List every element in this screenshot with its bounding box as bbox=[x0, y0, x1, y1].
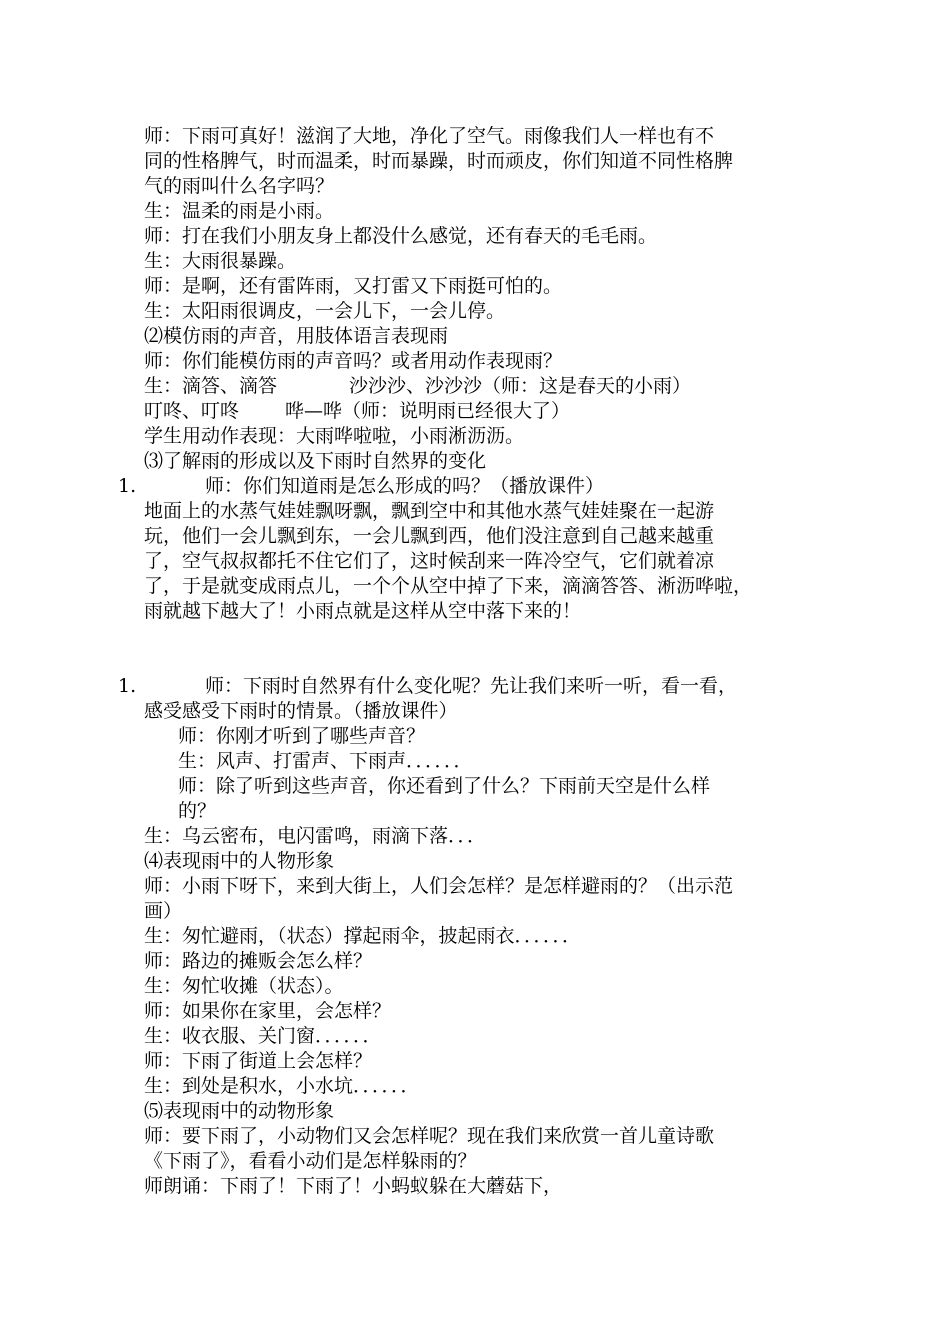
text-line: 师：是啊，还有雷阵雨，又打雷又下雨挺可怕的。 bbox=[144, 275, 563, 297]
text-line: 气的雨叫什么名字吗？ bbox=[144, 175, 335, 197]
text-line: 生：太阳雨很调皮，一会儿下，一会儿停。 bbox=[144, 300, 506, 322]
text-line: 《下雨了》，看看小动们是怎样躲雨的？ bbox=[144, 1150, 477, 1172]
text-line: 雨就越下越大了！小雨点就是这样从空中落下来的！ bbox=[144, 600, 582, 622]
list-number: 1. bbox=[118, 475, 137, 497]
text-segment: 哗—哗（师：说明雨已经很大了） bbox=[285, 400, 571, 422]
text-line: 生：匆忙收摊（状态）。 bbox=[144, 975, 344, 997]
text-line: 师：打在我们小朋友身上都没什么感觉，还有春天的毛毛雨。 bbox=[144, 225, 658, 247]
text-line: 玩，他们一会儿飘到东，一会儿飘到西，他们没注意到自己越来越重 bbox=[144, 525, 715, 547]
text-segment: 生：滴答、滴答 bbox=[144, 375, 278, 397]
text-line: 画） bbox=[144, 900, 183, 922]
section-heading: ⑶了解雨的形成以及下雨时自然界的变化 bbox=[144, 450, 487, 472]
text-line: 师：路边的摊贩会怎么样？ bbox=[144, 950, 373, 972]
text-line: 师：下雨时自然界有什么变化呢？先让我们来听一听，看一看， bbox=[205, 675, 738, 697]
text-line: 师朗诵：下雨了！下雨了！小蚂蚁躲在大蘑菇下， bbox=[144, 1175, 563, 1197]
text-line: 生：收衣服、关门窗．．．．．． bbox=[144, 1025, 382, 1047]
text-line: 生：大雨很暴躁。 bbox=[144, 250, 297, 272]
text-line: 同的性格脾气，时而温柔，时而暴躁，时而顽皮，你们知道不同性格脾 bbox=[144, 150, 734, 172]
text-line: 地面上的水蒸气娃娃飘呀飘，飘到空中和其他水蒸气娃娃聚在一起游 bbox=[144, 500, 715, 522]
section-heading: ⑷表现雨中的人物形象 bbox=[144, 850, 335, 872]
section-heading: ⑵模仿雨的声音，用肢体语言表现雨 bbox=[144, 325, 449, 347]
text-line: 师：除了听到这些声音，你还看到了什么？下雨前天空是什么样 bbox=[178, 775, 711, 797]
text-line bbox=[144, 399, 570, 423]
text-line: 师：小雨下呀下，来到大街上，人们会怎样？是怎样避雨的？（出示范 bbox=[144, 875, 734, 897]
text-line: 了，于是就变成雨点儿，一个个从空中掉了下来，滴滴答答、淅沥哗啦， bbox=[144, 575, 753, 597]
text-line: 生：匆忙避雨，（状态）撑起雨伞，披起雨衣．．．．．． bbox=[144, 925, 582, 947]
text-line: 师：你刚才听到了哪些声音？ bbox=[178, 725, 426, 747]
text-line: 师：下雨了街道上会怎样？ bbox=[144, 1050, 373, 1072]
text-line: 师：你们能模仿雨的声音吗？或者用动作表现雨？ bbox=[144, 350, 563, 372]
text-line: 生：乌云密布，电闪雷鸣，雨滴下落．．． bbox=[144, 825, 487, 847]
text-line: 师：下雨可真好！滋润了大地，净化了空气。雨像我们人一样也有不 bbox=[144, 125, 715, 147]
text-line bbox=[144, 374, 691, 398]
text-line: 感受感受下雨时的情景。（播放课件） bbox=[144, 700, 458, 722]
text-line: 了，空气叔叔都托不住它们了，这时候刮来一阵冷空气，它们就着凉 bbox=[144, 550, 715, 572]
text-line: 生：到处是积水，小水坑．．．．．． bbox=[144, 1075, 420, 1097]
text-segment: 沙沙沙、沙沙沙（师：这是春天的小雨） bbox=[349, 375, 692, 397]
section-heading: ⑸表现雨中的动物形象 bbox=[144, 1100, 335, 1122]
text-line: 师：要下雨了，小动物们又会怎样呢？现在我们来欣赏一首儿童诗歌 bbox=[144, 1125, 715, 1147]
text-line: 学生用动作表现：大雨哗啦啦，小雨淅沥沥。 bbox=[144, 425, 525, 447]
text-line: 师：你们知道雨是怎么形成的吗？（播放课件） bbox=[205, 475, 605, 497]
text-segment: 叮咚、叮咚 bbox=[144, 400, 240, 422]
text-line: 生：风声、打雷声、下雨声．．．．．． bbox=[178, 750, 473, 772]
text-line: 师：如果你在家里，会怎样？ bbox=[144, 1000, 392, 1022]
text-line: 的？ bbox=[178, 800, 217, 822]
list-number: 1. bbox=[118, 675, 137, 697]
text-line: 生：温柔的雨是小雨。 bbox=[144, 200, 335, 222]
